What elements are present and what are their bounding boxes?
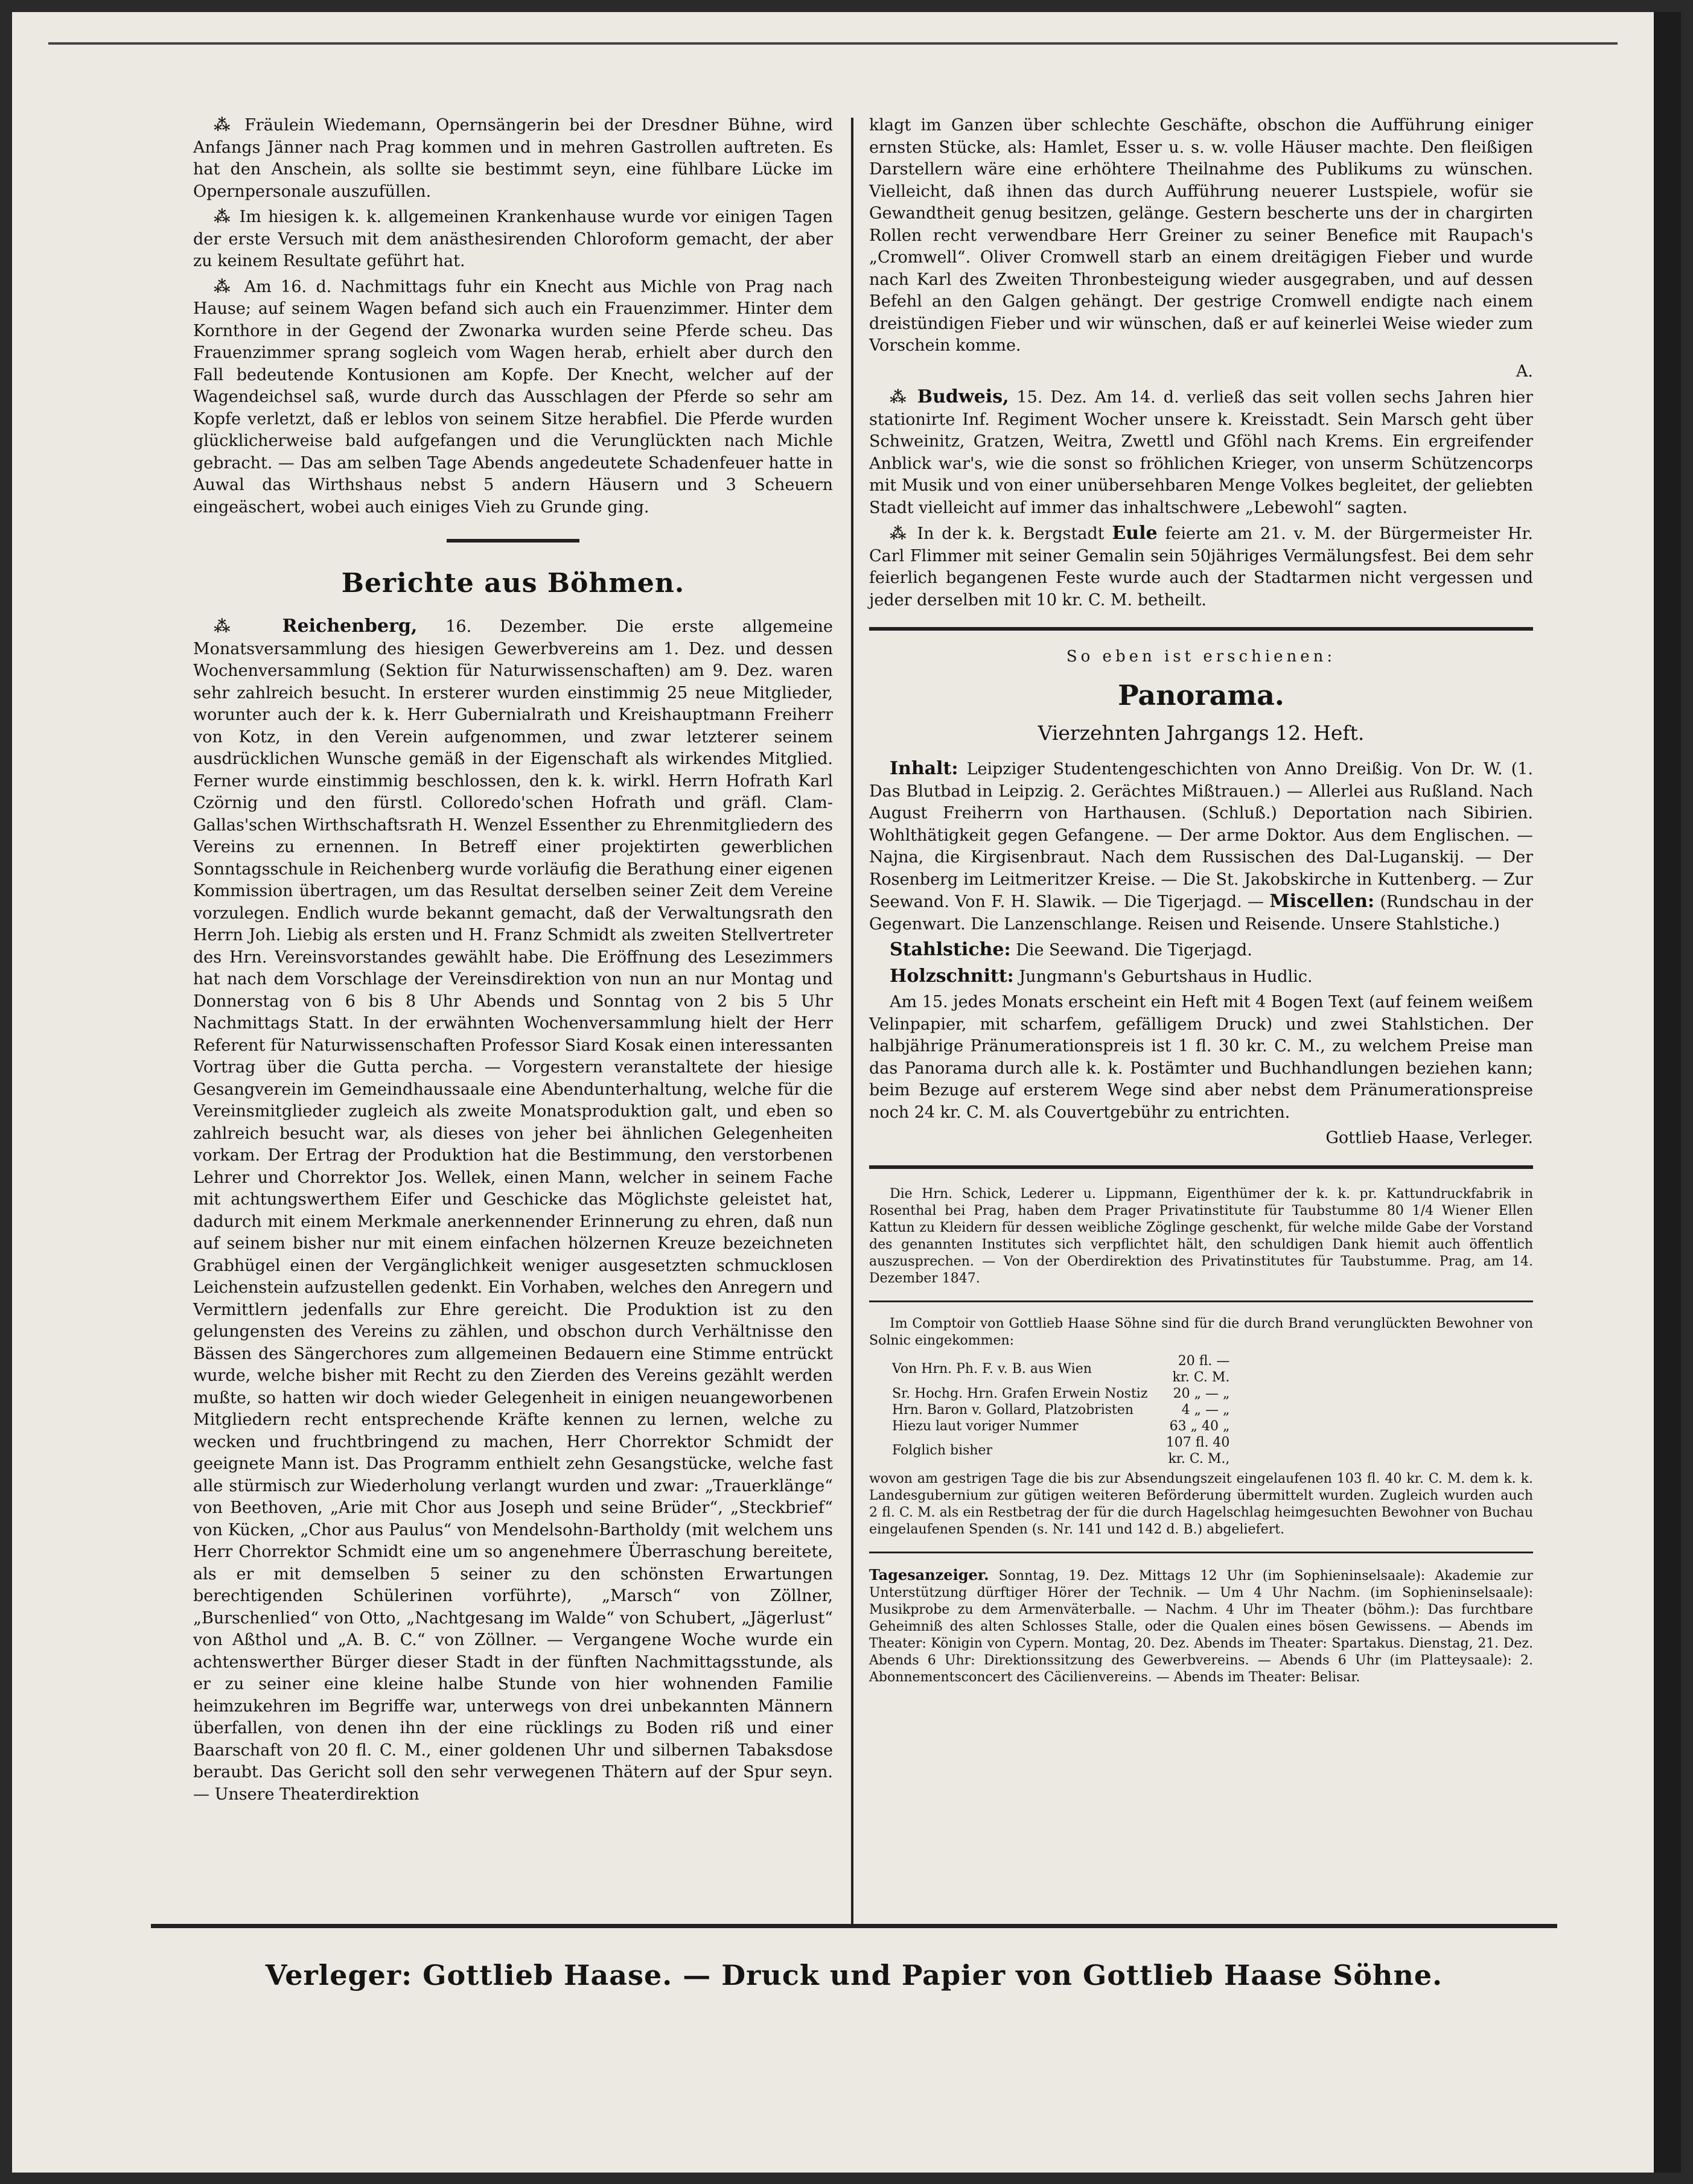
donation-intro: Im Comptoir von Gottlieb Haase Söhne sind für die durch Brand verunglückten Bewohner von Solnic eingekommen:	[869, 1316, 1533, 1348]
news-item: ⁂ Im hiesigen k. k. allgemeinen Krankenhause wurde vor einigen Tagen der erste Versuch mit dem anästhesirenden Chloroform gemacht, der aber zu keinem Resultate geführt hat.	[193, 208, 833, 270]
donation-rule	[869, 1301, 1533, 1302]
donation-text: wovon am gestrigen Tage die bis zur Absendungszeit eingelaufenen 103 fl. 40 kr. C. M. dem k. k. Landesgubernium zur gütigen weiteren Beförderung übermittelt wurden. Zugleich wurden auch 2 fl. C. M. als ein Restbetrag der für die durch Hagelschlag heimgesuchten Bewohner von Buchau eingelaufenen Spenden (s. Nr. 141 und 142 d. B.) abgeliefert.	[869, 1471, 1533, 1537]
donation-total-row: Folglich bisher 107 fl. 40 kr. C. M.,	[892, 1434, 1230, 1466]
footer-rule	[151, 1924, 1557, 1928]
donation-row: Hiezu laut voriger Nummer 63 „ 40 „	[892, 1418, 1230, 1434]
news-item: ⁂ Am 16. d. Nachmittags fuhr ein Knecht aus Michle von Prag nach Hause; auf seinem Wagen befand sich auch ein Frauenzimmer. Hinter dem Kornthore in der Gegend der Zwonarka wurden seine Pferde scheu. Das Frauenzimmer sprang sogleich vom Wagen herab, erhielt aber durch den Fall bedeutende Kontusionen am Kopfe. Der Knecht, welcher auf der Wagendeichsel saß, wurde durch das Ausschlagen der Pferde so sehr am Kopfe verletzt, daß er leblos von seinem Sitze herabfiel. Die Pferde wurden glücklicherweise bald aufgefangen und die Verunglückten nach Michle gebracht. — Das am selben Tage Abends angedeutete Schadenfeuer hatte in Auwal das Wirthshaus nebst 5 andern Häusern und 3 Scheuern eingeäschert, wobei auch einiges Vieh zu Grunde ging.	[193, 277, 833, 517]
donation-row: Hrn. Baron v. Gollard, Platzobristen 4 „ — „	[892, 1402, 1230, 1418]
tagesanzeiger: Tagesanzeiger. Sonntag, 19. Dez. Mittags 12 Uhr (im Sophieninselsaale): Akademie zur Unterstützung dürftiger Hörer der Technik. — Um 4 Uhr Nachm. (im Sophieninselsaale): Musikprobe zu dem Armenväterballe. — Nachm. 4 Uhr im Theater (böhm.): Das furchtbare Geheimniß des alten Schlosses Stalle, oder die Qualen eines bösen Gewissens. — Abends im Theater: Königin von Cypern. Montag, 20. Dez. Abends im Theater: Spartakus. Dienstag, 21. Dez. Abends 6 Uhr: Direktionssitzung des Gewerbvereins. — Abends 6 Uhr (im Platteysaale): 2. Abonnementsconcert des Cäcilienvereins. — Abends im Theater: Belisar.	[869, 1565, 1533, 1685]
section-title: Berichte aus Böhmen.	[341, 568, 685, 599]
ad-body: Am 15. jedes Monats erscheint ein Heft mit 4 Bogen Text (auf feinem weißem Velinpapier, mit scharfem, gefälligem Druck) und zwei Stahlstichen. Der halbjährige Pränumerationspreis ist 1 fl. 30 kr. C. M., zu welchem Preise man das Panorama durch alle k. k. Postämter und Buchhandlungen beziehen kann; beim Bezuge auf ersterem Wege sind aber nebst dem Pränumerationspreise noch 24 kr. C. M. als Couvertgebühr zu entrichten.	[869, 993, 1533, 1122]
section-rule	[447, 539, 579, 543]
ad-steel-engravings: Stahlstiche: Die Seewand. Die Tigerjagd.	[890, 939, 1252, 960]
left-column	[193, 115, 833, 1809]
ad-woodcut: Holzschnitt: Jungmann's Geburtshaus in Hudlic.	[890, 965, 1313, 987]
theater-signature: A.	[1516, 361, 1533, 381]
theater-report: klagt im Ganzen über schlechte Geschäfte, obschon die Aufführung einiger ernsten Stücke, als: Hamlet, Esser u. s. w. volle Häuser machte. Den fleißigen Darstellern wäre eine erhöhtere Theilnahme des Publikums zu wünschen. Vielleicht, daß ihnen das durch Aufführung neuerer Lustspiele, wofür sie Gewandtheit genug besitzen, gelänge. Gestern bescherte uns der in chargirten Rollen recht verwendbare Herr Greiner zu seiner Benefice mit Raupach's „Cromwell“. Oliver Cromwell starb an einem dreitägigen Fieber und wurde nach Karl des Zweiten Thronbesteigung wieder ausgegraben, und auf dessen Befehl an den Galgen gehängt. Der gestrige Cromwell endigte nach einem dreistündigen Fieber und wir wünschen, daß er auf keinerlei Weise wieder zum Vorschein komme.	[869, 116, 1533, 355]
ad-title: Panorama.	[1118, 679, 1284, 712]
report-budweis: ⁂ Budweis, 15. Dez. Am 14. d. verließ das seit vollen sechs Jahren hier stationirte Inf. Regiment Wocher unsere k. Kreisstadt. Sein Marsch geht über Schweinitz, Gratzen, Weitra, Zwettl und Gföhl nach Krems. Ein ergreifender Anblick war's, wie die sonst so fröhlichen Krieger, von unserm Schützencorps mit Musik und von einer unübersehbaren Menge Volkes begleitet, der geliebten Stadt vielleicht auf immer das inhaltschwere „Lebewohl“ sagten.	[869, 386, 1533, 517]
ad-signature: Gottlieb Haase, Verleger.	[1325, 1129, 1533, 1147]
top-rule	[48, 42, 1618, 45]
notice-rule	[869, 1165, 1533, 1169]
column-separator	[851, 118, 853, 1928]
ad-issue: Vierzehnten Jahrgangs 12. Heft.	[1038, 721, 1365, 745]
ad-contents: Inhalt: Leipziger Studentengeschichten von Anno Dreißig. Von Dr. W. (1. Das Blutbad in Leipzig. 2. Gerächtes Mißtrauen.) — Allerlei aus Rußland. Nach August Freiherrn von Harthausen. (Schluß.) Deportation nach Sibirien. Wohlthätigkeit gegen Gefangene. — Der arme Doktor. Aus dem Englischen. — Najna, die Kirgisenbraut. Nach dem Russischen des Dal-Luganskij. — Der Rosenberg im Leitmeritzer Kreise. — Die St. Jakobskirche in Kuttenberg. — Zur Seewand. Von F. H. Slawik. — Die Tigerjagd. — Miscellen: (Rundschau in der Gegenwart. Die Lanzenschlange. Reisen und Reisende. Unsere Stahlstiche.)	[869, 758, 1534, 934]
donation-row: Von Hrn. Ph. F. v. B. aus Wien 20 fl. — kr. C. M.	[892, 1353, 1230, 1385]
ad-erschienen: So eben ist erschienen:	[1066, 648, 1336, 666]
donation-row: Sr. Hochg. Hrn. Grafen Erwein Nostiz 20 „ — „	[892, 1386, 1230, 1401]
tages-rule	[869, 1552, 1533, 1553]
report-eule: ⁂ In der k. k. Bergstadt Eule feierte am 21. v. M. der Bürgermeister Hr. Carl Flimmer mit seiner Gemalin sein 50jähriges Vermälungsfest. Bei dem sehr feierlich begangenen Feste wurde auch der Stadtarmen nicht vergessen und jeder derselben mit 10 kr. C. M. betheilt.	[869, 523, 1533, 610]
donation-table	[887, 1353, 1234, 1467]
ad-rule	[869, 627, 1533, 631]
right-column	[869, 115, 1533, 1690]
report-reichenberg: ⁂ Reichenberg, 16. Dezember. Die erste allgemeine Monatsversammlung des hiesigen Gewerbvereins am 1. Dez. und dessen Wochenversammlung (Sektion für Naturwissenschaften) am 9. Dez. waren sehr zahlreich besucht. In ersterer wurden einstimmig 25 neue Mitglieder, worunter auch der k. k. Herr Gubernialrath und Kreishauptmann Freiherr von Kotz, in den Verein aufgenommen, und zwar letzterer seinem ausdrücklichen Wunsche gemäß in der Eigenschaft als wirkendes Mitglied. Ferner wurde einstimmig beschlossen, den k. k. wirkl. Herrn Hofrath Karl Czörnig und den fürstl. Colloredo'schen Hofrath und gräfl. Clam-Gallas'schen Wirthschaftsrath H. Wenzel Essenther zu Ehrenmitgliedern des Vereins zu ernennen. In Betreff einer projektirten gewerblichen Sonntagsschule in Reichenberg wurde vorläufig die Berathung einer eigenen Kommission übertragen, um das Resultat derselben seiner Zeit dem Vereine vorzulegen. Endlich wurde bekannt gemacht, daß der Verwaltungsrath den Herrn Joh. Liebig als ersten und H. Franz Schmidt als zweiten Stellvertreter des Hrn. Vereinsvorstandes gewählt habe. Die Eröffnung des Lesezimmers hat nach dem Vorschlage der Vereinsdirektion von nun an nur Montag und Donnerstag von 6 bis 8 Uhr Abends und Sonntag von 2 bis 5 Uhr Nachmittags Statt. In der erwähnten Wochenversammlung hielt der Herr Referent für Naturwissenschaften Professor Siard Kosak einen interessanten Vortrag über die Gutta percha. — Vorgestern veranstaltete der hiesige Gesangverein im Gemeindhaussaale eine Abendunterhaltung, welche für die Vereinsmitglieder zugleich als zweite Monatsproduktion galt, und eben so zahlreich besucht war, als dieses von jeher bei ähnlichen Gelegenheiten vorkam. Der Ertrag der Produktion hat die Bestimmung, den verstorbenen Lehrer und Chorrektor Jos. Wellek, einen Mann, welcher in seinem Fache mit achtungswerthem Eifer und Geschicke das Möglichste geleistet hat, dadurch mit einem Merkmale anerkennender Erinnerung zu ehren, daß nun auf seinem bisher nur mit einem einfachen hölzernen Kreuze bezeichneten Grabhügel einen der Vergänglichkeit weniger ausgesetzten schmucklosen Leichenstein aufzustellen gedenkt. Ein Vorhaben, welches den Anregern und Vermittlern jedenfalls zur Ehre gereicht. Die Produktion ist zu den gelungensten des Vereins zu zählen, und obschon durch Verhältnisse den Bässen des Sängerchores zum allgemeinen Bedauern eine Stimme entrückt wurde, welche bisher mit Recht zu den Zierden des Vereins gezählt werden mußte, so hatten wir doch wieder Gelegenheit in einigen neuangeworbenen Mitgliedern recht entsprechende Kräfte kennen zu lernen, welche zu wecken und fruchtbringend zu machen, Herr Chorrektor Schmidt der geeignete Mann ist. Das Programm enthielt zehn Gesangstücke, welche fast alle stürmisch zur Wiederholung verlangt wurden und zwar: „Trauerklänge“ von Beethoven, „Arie mit Chor aus Joseph und seine Brüder“, „Steckbrief“ von Kücken, „Chor aus Paulus“ von Mendelsohn-Bartholdy (mit welchem uns Herr Chorrektor Schmidt eine um so angenehmere Überraschung bereitete, als er mit demselben 5 seiner zu den schönsten Erwartungen berechtigenden Schülerinen vorführte), „Marsch“ von Zöllner, „Burschenlied“ von Otto, „Nachtgesang im Walde“ von Schubert, „Jägerlust“ von Aßthol und „A. B. C.“ von Zöllner. — Vergangene Woche wurde ein achtenswerther Bürger dieser Stadt in der fünften Nachmittagsstunde, als er zu seiner eine kleine halbe Stunde von hier wohnenden Familie heimzukehren im Begriffe war, unterwegs von drei unbekannten Männern überfallen, von denen ihn der eine rücklings zu Boden riß und einer Baarschaft von 20 fl. C. M., einer goldenen Uhr und silbernen Tabaksdose beraubt. Das Gericht soll den sehr verwegenen Thätern auf der Spur seyn. — Unsere Theaterdirektion	[193, 616, 833, 1804]
imprint-footer: Verleger: Gottlieb Haase. — Druck und Papier von Gottlieb Haase Söhne.	[265, 1959, 1443, 1991]
news-item: ⁂ Fräulein Wiedemann, Opernsängerin bei der Dresdner Bühne, wird Anfangs Jänner nach Prag kommen und in mehren Gastrollen auftreten. Es hat den Anschein, als sollte sie bestimmt seyn, eine fühlbare Lücke im Opernpersonale auszufüllen.	[193, 116, 833, 201]
scan-edge	[1654, 12, 1681, 2173]
taubstummen-notice: Die Hrn. Schick, Lederer u. Lippmann, Eigenthümer der k. k. pr. Kattundruckfabrik in Rosenthal bei Prag, haben dem Prager Privatinstitute für Taubstumme 80 1/4 Wiener Ellen Kattun zu Kleidern für dessen weibliche Zöglinge geschenkt, für welche milde Gabe der Vorstand des genannten Institutes sich verpflichtet hält, den schuldigen Dank hiemit auch öffentlich auszusprechen. — Von der Oberdirektion des Privatinstitutes für Taubstumme. Prag, am 14. Dezember 1847.	[869, 1186, 1533, 1286]
